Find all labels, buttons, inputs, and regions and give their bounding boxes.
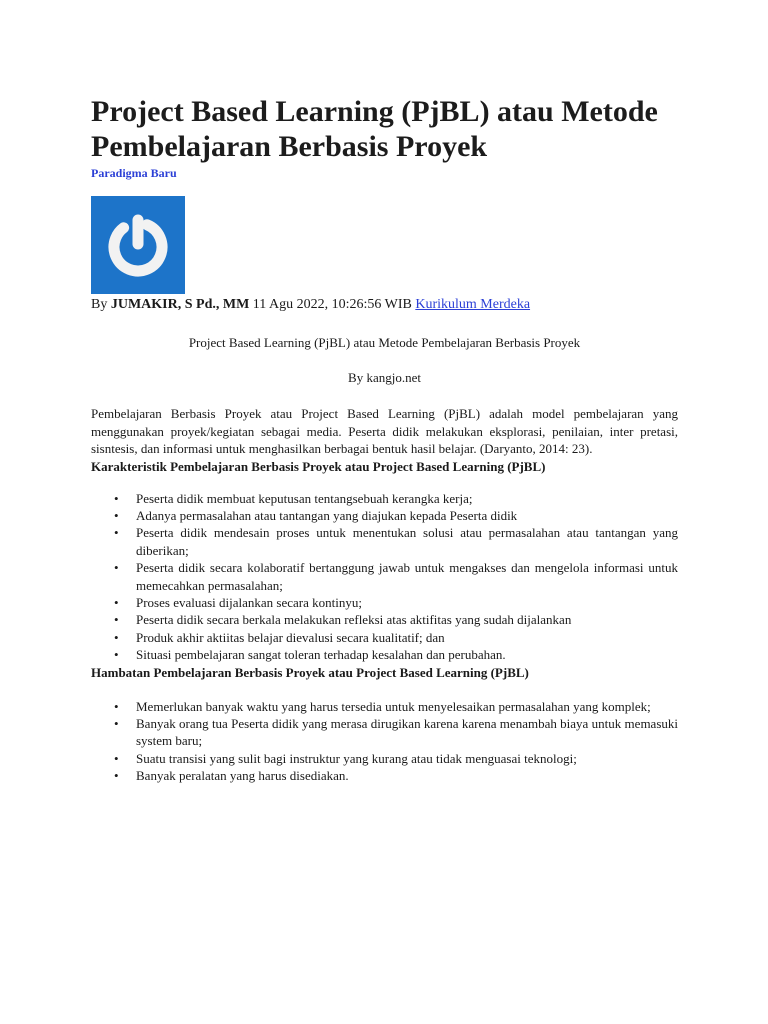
article	[91, 94, 678, 785]
hambatan-list	[91, 698, 678, 785]
tag-link[interactable]: Kurikulum Merdeka	[415, 297, 531, 312]
list-item: • Peserta didik secara berkala melakukan refleksi atas aktifitas yang sudah dijalankan	[136, 611, 678, 628]
section-heading-hambatan: Hambatan Pembelajaran Berbasis Proyek atau Project Based Learning (PjBL)	[91, 664, 529, 680]
section-heading-karakteristik: Karakteristik Pembelajaran Berbasis Proyek atau Project Based Learning (PjBL)	[91, 458, 546, 474]
article-subtitle: Project Based Learning (PjBL) atau Metode Pembelajaran Berbasis Proyek	[188, 335, 581, 350]
power-icon	[103, 210, 173, 280]
list-item: • Suatu transisi yang sulit bagi instruktur yang kurang atau tidak menguasai teknologi;	[136, 750, 678, 767]
author-name: JUMAKIR, S Pd., MM	[110, 297, 250, 312]
list-item: • Proses evaluasi dijalankan secara kontinyu;	[136, 594, 678, 611]
list-item: • Banyak orang tua Peserta didik yang merasa dirugikan karena karena menambah biaya untuk memasuki system baru;	[136, 715, 678, 750]
byline	[91, 296, 678, 314]
list-item: • Produk akhir aktiitas belajar dievalusi secara kualitatif; dan	[136, 629, 678, 646]
post-datetime: 11 Agu 2022, 10:26:56 WIB	[249, 297, 416, 312]
list-item: • Peserta didik membuat keputusan tentangsebuah kerangka kerja;	[136, 490, 678, 507]
byline-prefix: By	[91, 297, 111, 312]
list-item: • Peserta didik mendesain proses untuk menentukan solusi atau permasalahan atau tantangan yang diberikan;	[136, 524, 678, 559]
category-link[interactable]: Paradigma Baru	[91, 166, 177, 180]
list-item: • Banyak peralatan yang harus disediakan.	[136, 767, 678, 784]
intro-paragraph: Pembelajaran Berbasis Proyek atau Project Based Learning (PjBL) adalah model pembelajaran yang menggunakan proyek/kegiatan sebagai media. Peserta didik melakukan eksplorasi, penilaian, inter pretasi, sisntesis, dan informasi untuk menghasilkan berbagai bentuk hasil belajar. (Daryanto, 2014: 23).	[91, 406, 678, 456]
list-item: • Memerlukan banyak waktu yang harus tersedia untuk menyelesaikan permasalahan yang komplek;	[136, 698, 678, 715]
article-source: By kangjo.net	[348, 370, 421, 385]
article-title: Project Based Learning (PjBL) atau Metode Pembelajaran Berbasis Proyek	[91, 95, 658, 163]
karakteristik-list	[91, 490, 678, 664]
list-item: • Situasi pembelajaran sangat toleran terhadap kesalahan dan perubahan.	[136, 646, 678, 663]
author-avatar[interactable]	[91, 196, 185, 294]
list-item: • Adanya permasalahan atau tantangan yang diajukan kepada Peserta didik	[136, 507, 678, 524]
list-item: • Peserta didik secara kolaboratif bertanggung jawab untuk mengakses dan mengelola informasi untuk memecahkan permasalahan;	[136, 559, 678, 594]
